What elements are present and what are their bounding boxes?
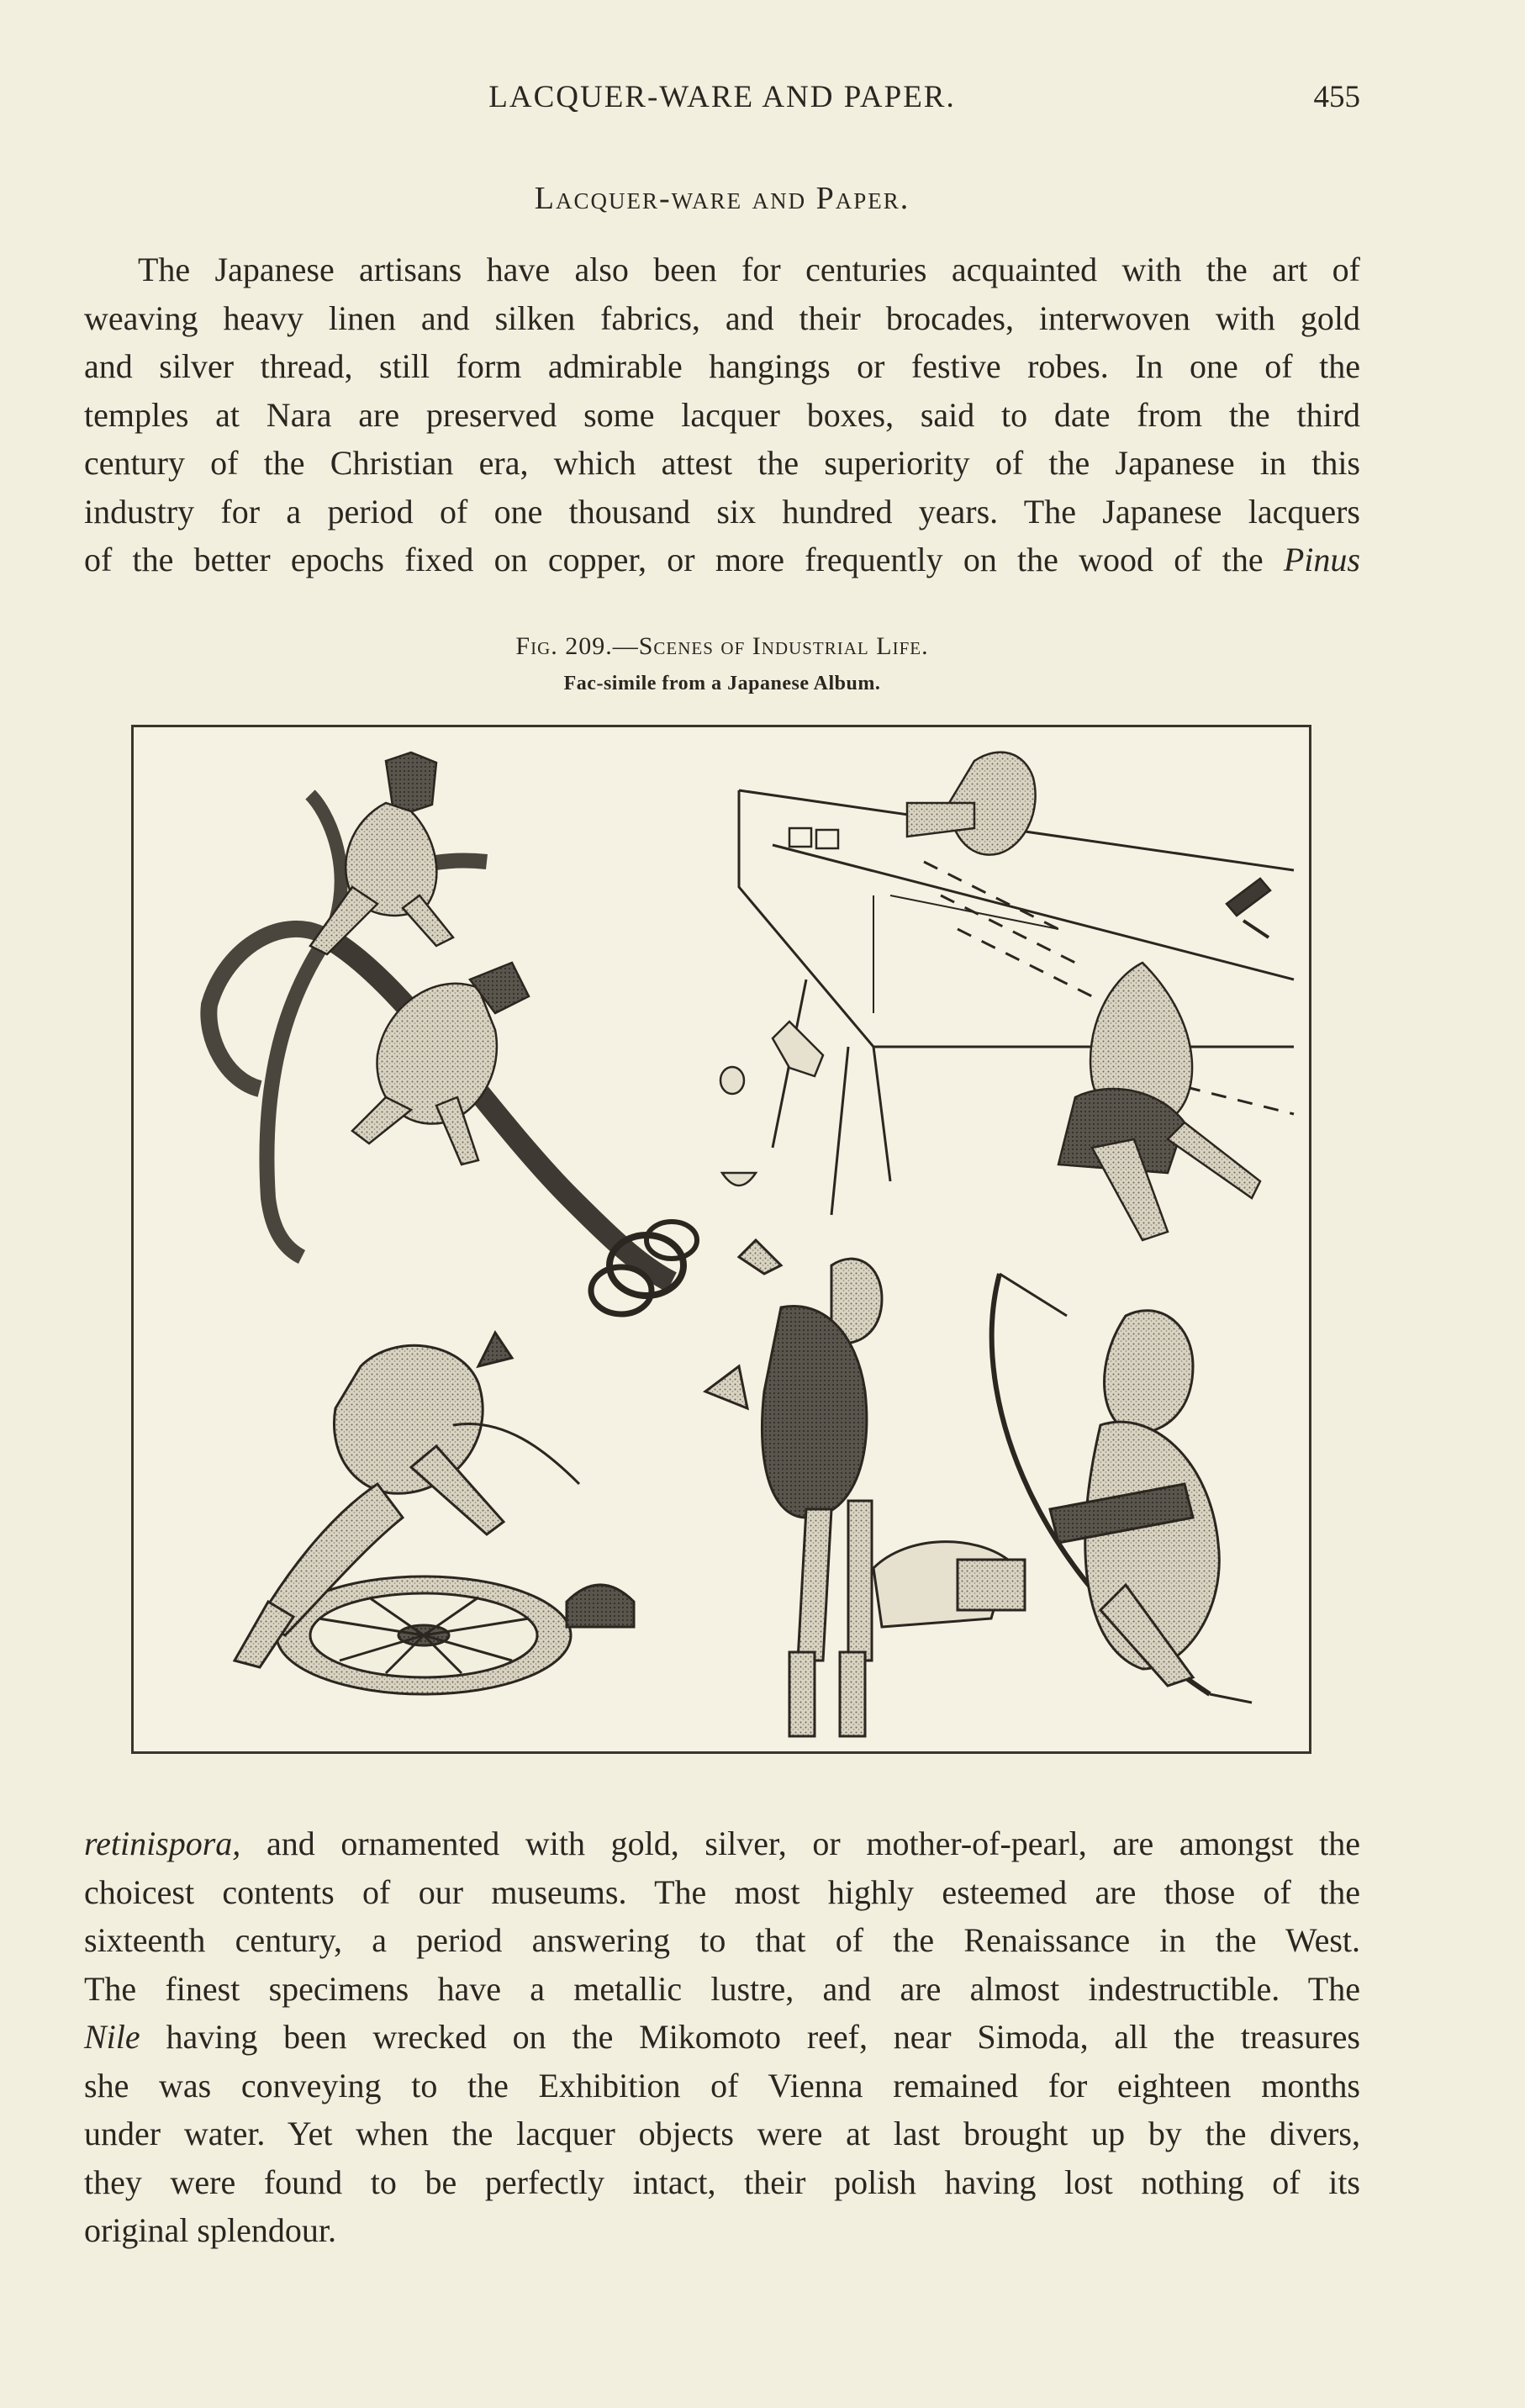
paragraph-line: The Japanese artisans have also been for centuries acquainted with the art of <box>138 251 1360 288</box>
paragraph-line-last <box>84 536 1360 584</box>
italic-term: retinispora, <box>84 1824 241 1862</box>
paragraph-line: The finest specimens have a metallic lustre, and are almost indestructible. The <box>84 1969 1360 2008</box>
page-number: 455 <box>1313 80 1360 114</box>
paragraph-line: industry for a period of one thousand six hundred years. The Japanese lacquers <box>84 492 1360 531</box>
section-heading: Lacquer-ware and Paper. <box>534 181 910 216</box>
italic-term: Nile <box>84 2018 140 2056</box>
paragraph-line: temples at Nara are preserved some lacquer boxes, said to date from the third <box>84 395 1360 434</box>
italic-term: Pinus <box>1283 541 1360 578</box>
figure-caption-text: Fig. 209.—Scenes of Industrial Life. <box>515 632 929 660</box>
figure-illustration <box>131 725 1311 1754</box>
paragraph-text: of the better epochs fixed on copper, or more frequently on the wood of the <box>84 541 1284 578</box>
paragraph-line: weaving heavy linen and silken fabrics, and their brocades, interwoven with gold <box>84 298 1360 337</box>
paragraph-1 <box>84 246 1360 584</box>
wheel-scene <box>235 1333 579 1694</box>
running-head <box>84 79 1360 121</box>
bow-scene <box>992 1274 1252 1703</box>
paragraph-text: and ornamented with gold, silver, or mother-of-pearl, are amongst the <box>240 1824 1360 1862</box>
boat-workers <box>907 752 1270 1240</box>
paragraph-line: under water. Yet when the lacquer objects were at last brought up by the divers, <box>84 2115 1360 2152</box>
figure-subcaption: Fac-simile from a Japanese Album. <box>563 673 881 694</box>
paragraph-line <box>84 1819 1360 1868</box>
running-title: LACQUER-WARE AND PAPER. <box>488 80 956 114</box>
paragraph-2 <box>84 1819 1360 2255</box>
paragraph-line-last: original splendour. <box>84 2211 336 2249</box>
engraving-illustration <box>134 727 1309 1751</box>
paragraph-line: century of the Christian era, which attest the superiority of the Japanese in this <box>84 444 1360 482</box>
paragraph-line <box>84 2013 1360 2062</box>
paragraph-line: they were found to be perfectly intact, their polish having lost nothing of its <box>84 2162 1360 2201</box>
paragraph-line: and silver thread, still form admirable hangings or festive robes. In one of the <box>84 347 1360 385</box>
paragraph-text: having been wrecked on the Mikomoto reef, near Simoda, all the treasures <box>140 2018 1360 2056</box>
small-vessels <box>720 1022 823 1186</box>
figure-caption <box>84 632 1360 661</box>
paragraph-line: she was conveying to the Exhibition of Vienna remained for eighteen months <box>84 2066 1360 2104</box>
paragraph-line: choicest contents of our museums. The most highly esteemed are those of the <box>84 1872 1360 1911</box>
paragraph-line: sixteenth century, a period answering to that of the Renaissance in the West. <box>84 1921 1360 1959</box>
